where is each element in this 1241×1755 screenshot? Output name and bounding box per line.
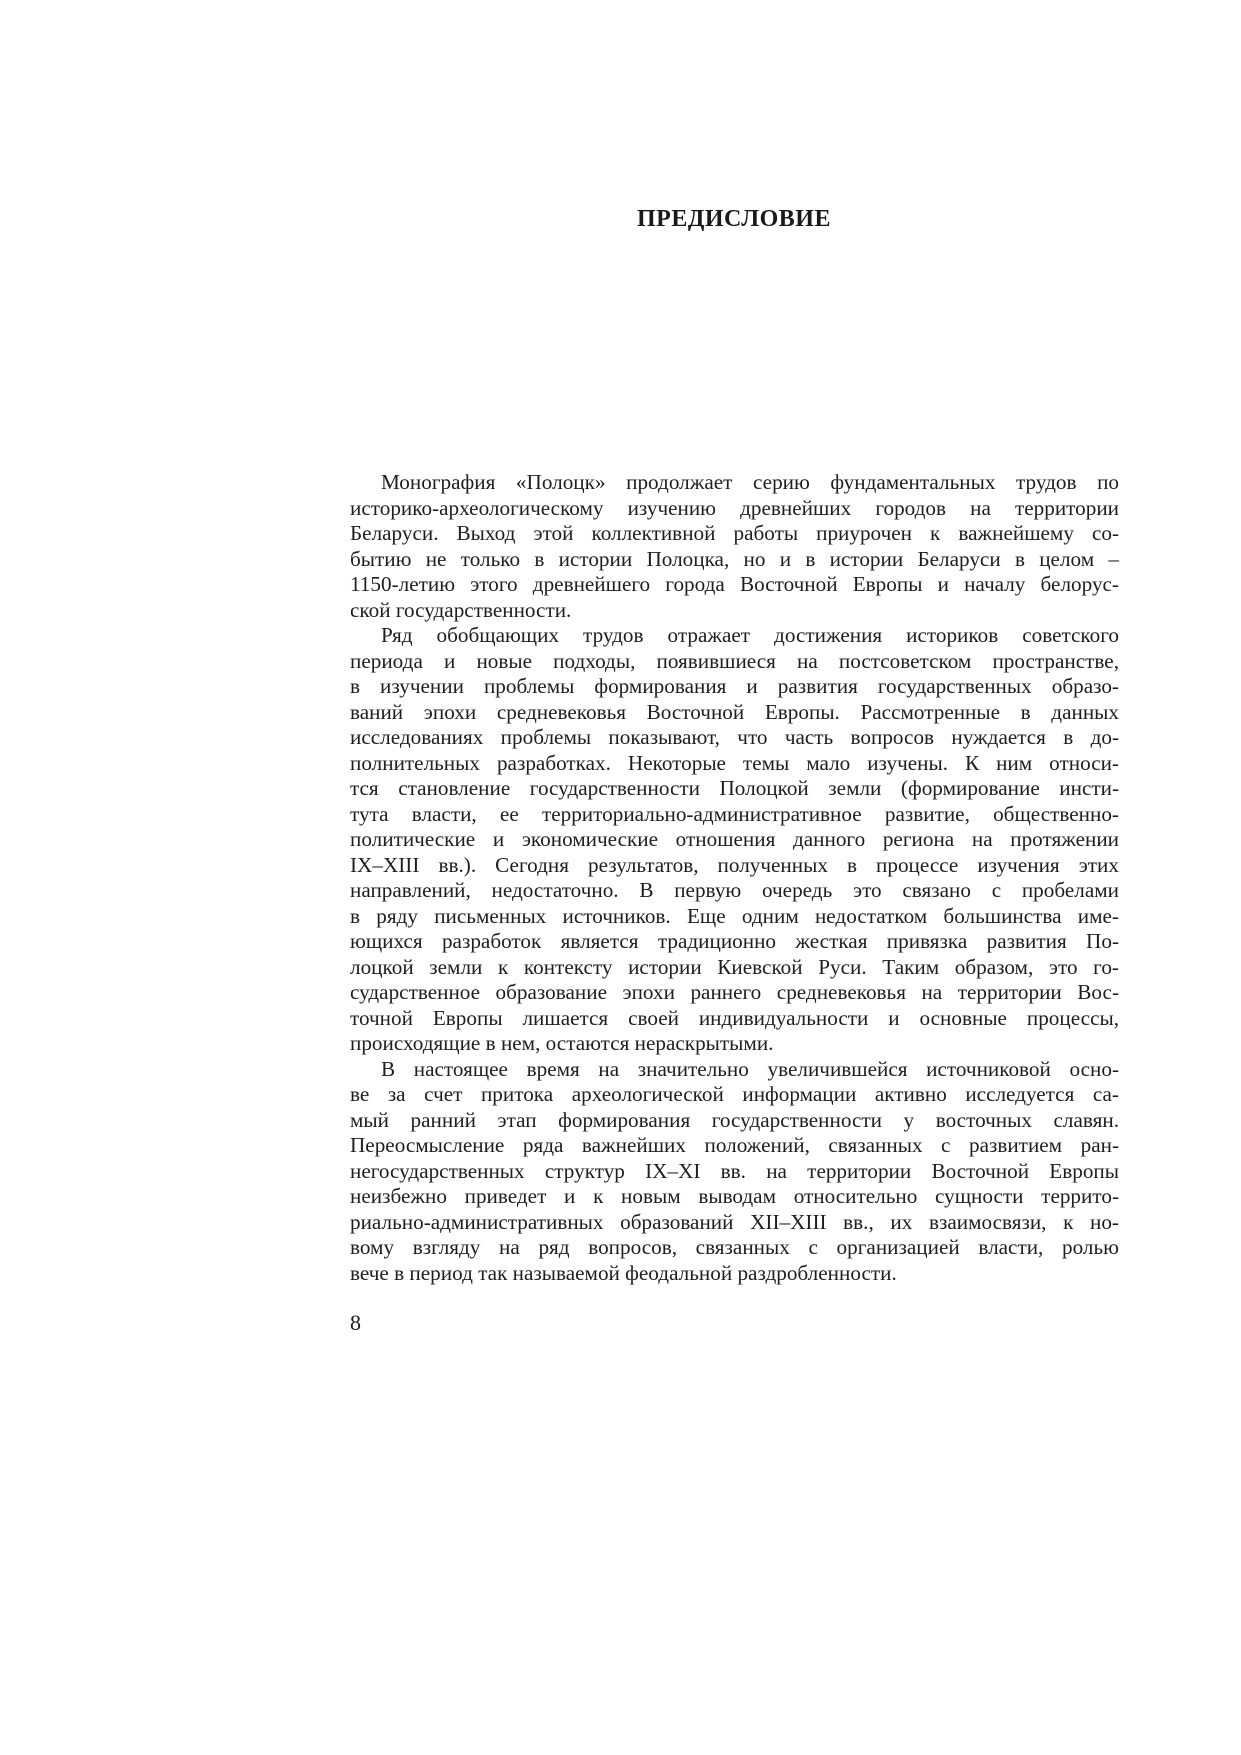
text-line: тся становление государственности Полоцкой земли (формирование инсти- — [350, 776, 1119, 800]
text-line: лоцкой земли к контексту истории Киевской Руси. Таким образом, это го- — [350, 954, 1119, 979]
paragraph — [350, 1057, 1119, 1287]
text-line: неизбежно приведет и к новым выводам относительно сущности террито- — [350, 1184, 1119, 1208]
text-line: В настоящее время на значительно увеличившейся источниковой осно- — [381, 1056, 1119, 1081]
text-line: негосударственных структур IX–XI вв. на территории Восточной Европы — [350, 1158, 1119, 1183]
text-line: 1150-летию этого древнейшего города Восточной Европы и началу белорус- — [350, 572, 1119, 596]
text-line: тута власти, ее территориально-административное развитие, общественно- — [350, 801, 1119, 826]
text-line: IX–XIII вв.). Сегодня результатов, полученных в процессе изучения этих — [350, 852, 1119, 877]
text-line: вому взгляду на ряд вопросов, связанных с организацией власти, ролью — [350, 1235, 1119, 1259]
text-line: ваний эпохи средневековья Восточной Европы. Рассмотренные в данных — [350, 699, 1119, 724]
text-line: бытию не только в истории Полоцка, но и в истории Беларуси в целом – — [350, 546, 1119, 571]
text-line: точной Европы лишается своей индивидуальности и основные процессы, — [350, 1005, 1119, 1030]
text-line: ской государственности. — [350, 597, 572, 622]
text-line: происходящие в нем, остаются нераскрытыми. — [350, 1031, 774, 1055]
text-line: мый ранний этап формирования государственности у восточных славян. — [350, 1107, 1119, 1132]
text-line: Беларуси. Выход этой коллективной работы приурочен к важнейшему со- — [350, 521, 1119, 545]
text-line: Ряд обобщающих трудов отражает достижения историков советского — [381, 623, 1119, 647]
text-line: исследованиях проблемы показывают, что часть вопросов нуждается в до- — [350, 725, 1119, 749]
page-title: ПРЕДИСЛОВИЕ — [637, 206, 831, 232]
paragraph — [350, 470, 1119, 623]
text-line: направлений, недостаточно. В первую очередь это связано с пробелами — [350, 878, 1119, 902]
text-line: ве за счет притока археологической информации активно исследуется са- — [350, 1082, 1119, 1106]
text-line: ющихся разработок является традиционно жесткая привязка развития По- — [350, 929, 1119, 953]
paragraph — [350, 623, 1119, 1057]
text-line: периода и новые подходы, появившиеся на постсоветском пространстве, — [350, 648, 1119, 673]
text-line: Монография «Полоцк» продолжает серию фундаментальных трудов по — [381, 470, 1119, 494]
text-line: вече в период так называемой феодальной раздробленности. — [350, 1260, 897, 1285]
text-line: в изучении проблемы формирования и развития государственных образо- — [350, 674, 1119, 698]
page-number: 8 — [350, 1310, 361, 1335]
text-line: сударственное образование эпохи раннего средневековья на территории Вос- — [350, 980, 1119, 1004]
text-line: политические и экономические отношения данного региона на протяжении — [350, 827, 1119, 851]
text-line: полнительных разработках. Некоторые темы мало изучены. К ним относи- — [350, 750, 1119, 775]
text-line: Переосмысление ряда важнейших положений, связанных с развитием ран- — [350, 1133, 1119, 1157]
body-text — [350, 470, 1119, 1286]
text-line: в ряду письменных источников. Еще одним недостатком большинства име- — [350, 903, 1119, 928]
text-line: риально-административных образований XII–XIII вв., их взаимосвязи, к но- — [350, 1209, 1119, 1234]
text-line: историко-археологическому изучению древнейших городов на территории — [350, 495, 1119, 520]
